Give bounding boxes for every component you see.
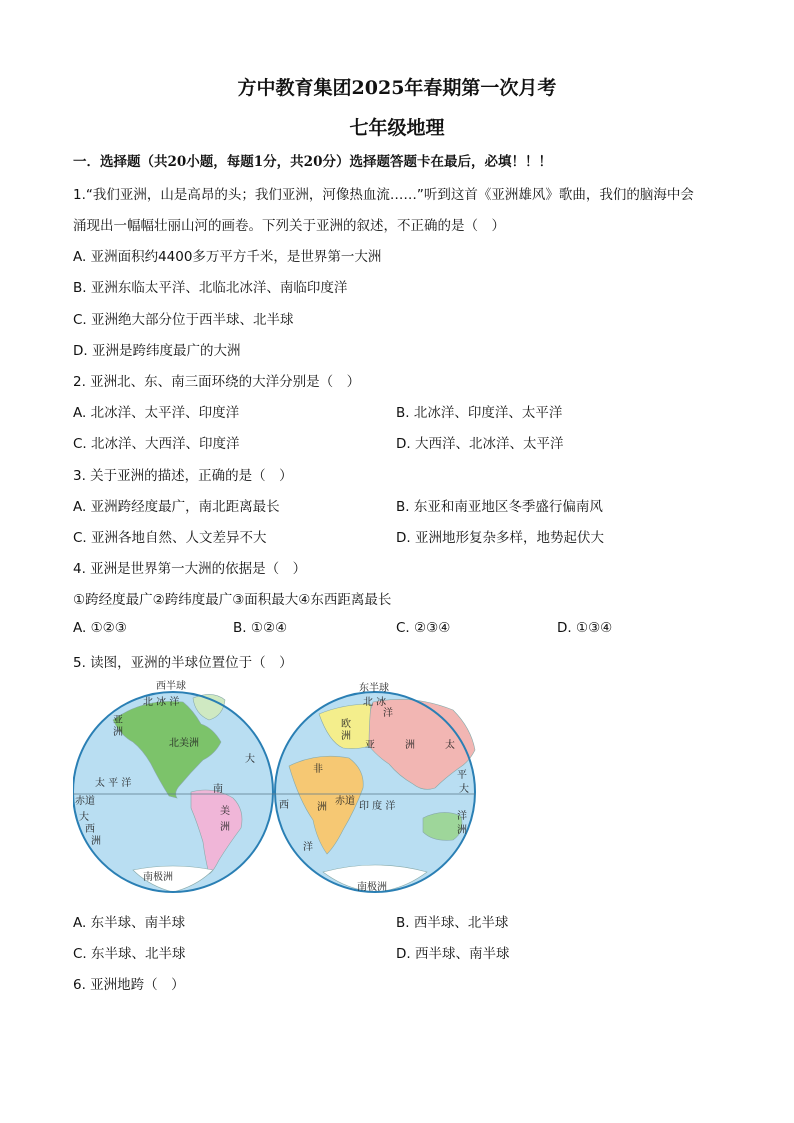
label-pacific-ping: 平 xyxy=(457,770,467,781)
q4-option-d[interactable]: D. ①③④ xyxy=(557,620,613,636)
label-arctic-west: 北 冰 洋 xyxy=(143,697,180,708)
label-indian-ocean: 印 度 洋 xyxy=(359,801,396,812)
q1-stem-line1: 1.“我们亚洲，山是高昂的头；我们亚洲，河像热血流……”听到这首《亚洲雄风》歌曲，我们的脑海中会 xyxy=(73,187,694,203)
label-east-hemisphere: 东半球 xyxy=(359,683,389,694)
q3-option-c[interactable]: C. 亚洲各地自然、人文差异不大 xyxy=(73,530,267,546)
q3-options-row2 xyxy=(73,526,733,546)
label-antarctica-east: 南极洲 xyxy=(357,882,387,893)
q2-options-row1 xyxy=(73,401,733,421)
label-atlantic-da: 大 xyxy=(245,754,255,765)
hemispheres-map xyxy=(73,680,493,895)
label-atlantic-w-da: 大 xyxy=(79,812,89,823)
q4-items: ①跨经度最广②跨纬度最广③面积最大④东西距离最长 xyxy=(73,592,392,608)
q1-option-a[interactable]: A. 亚洲面积约4400多万平方千米，是世界第一大洲 xyxy=(73,249,382,265)
q5-stem: 5. 读图，亚洲的半球位置位于（ ） xyxy=(73,655,293,671)
label-asia-b: 洲 xyxy=(405,740,415,751)
label-asia-a: 亚 xyxy=(365,740,375,751)
q6-stem: 6. 亚洲地跨（ ） xyxy=(73,977,185,993)
q3-stem: 3. 关于亚洲的描述，正确的是（ ） xyxy=(73,468,293,484)
q5-options-row2 xyxy=(73,942,733,962)
q2-stem: 2. 亚洲北、东、南三面环绕的大洋分别是（ ） xyxy=(73,374,361,390)
label-europe-b: 洲 xyxy=(341,731,351,742)
q5-options-row1 xyxy=(73,911,733,931)
label-pacific-e-yang: 洋 xyxy=(457,811,467,822)
label-pacific-west: 太 平 洋 xyxy=(95,778,132,789)
q4-option-a[interactable]: A. ①②③ xyxy=(73,620,127,636)
label-north-america: 北美洲 xyxy=(169,738,199,749)
q1-option-c[interactable]: C. 亚洲绝大部分位于西半球、北半球 xyxy=(73,312,294,328)
exam-subtitle: 七年级地理 xyxy=(349,117,445,139)
q2-option-b[interactable]: B. 北冰洋、印度洋、太平洋 xyxy=(396,405,563,421)
label-south-america-a: 南 xyxy=(213,784,223,795)
q2-option-d[interactable]: D. 大西洋、北冰洋、太平洋 xyxy=(396,436,564,452)
q1-option-d[interactable]: D. 亚洲是跨纬度最广的大洲 xyxy=(73,343,241,359)
label-pacific-da: 大 xyxy=(459,784,469,795)
q3-options-row1 xyxy=(73,495,733,515)
label-pacific-e-zhou: 洲 xyxy=(457,825,467,836)
label-pacific-tai: 太 xyxy=(445,740,455,751)
label-arctic-east-yang: 洋 xyxy=(383,708,393,719)
western-hemisphere xyxy=(73,692,273,892)
section-heading: 一．选择题（共20小题，每题1分，共20分）选择题答题卡在最后，必填！！！ xyxy=(73,154,552,170)
label-atlantic-w-zhou: 洲 xyxy=(91,836,101,847)
q5-option-b[interactable]: B. 西半球、北半球 xyxy=(396,915,509,931)
label-equator-west: 赤道 xyxy=(75,796,95,807)
label-west-hemisphere: 西半球 xyxy=(156,681,186,692)
label-africa-b: 洲 xyxy=(317,802,327,813)
label-atlantic-e-xi: 西 xyxy=(279,800,289,811)
label-asia-west-a: 亚 xyxy=(113,715,123,726)
label-atlantic-w-xi: 西 xyxy=(85,824,95,835)
q5-option-d[interactable]: D. 西半球、南半球 xyxy=(396,946,510,962)
label-south-america-c: 洲 xyxy=(220,822,230,833)
q3-option-d[interactable]: D. 亚洲地形复杂多样，地势起伏大 xyxy=(396,530,604,546)
q1-stem-line2: 涌现出一幅幅壮丽山河的画卷。下列关于亚洲的叙述，不正确的是（ ） xyxy=(73,218,505,234)
label-south-america-b: 美 xyxy=(220,806,230,817)
q3-option-b[interactable]: B. 东亚和南亚地区冬季盛行偏南风 xyxy=(396,499,603,515)
label-asia-west-b: 洲 xyxy=(113,727,123,738)
q3-option-a[interactable]: A. 亚洲跨经度最广，南北距离最长 xyxy=(73,499,280,515)
q2-options-row2 xyxy=(73,432,733,452)
label-europe-a: 欧 xyxy=(341,719,351,730)
label-arctic-east: 北 冰 xyxy=(363,697,387,708)
label-africa-a: 非 xyxy=(313,764,323,775)
q2-option-a[interactable]: A. 北冰洋、太平洋、印度洋 xyxy=(73,405,240,421)
label-atlantic-e-yang: 洋 xyxy=(303,842,313,853)
q2-option-c[interactable]: C. 北冰洋、大西洋、印度洋 xyxy=(73,436,240,452)
q5-option-a[interactable]: A. 东半球、南半球 xyxy=(73,915,186,931)
label-antarctica-west: 南极洲 xyxy=(143,872,173,883)
q4-option-b[interactable]: B. ①②④ xyxy=(233,620,288,636)
q4-option-c[interactable]: C. ②③④ xyxy=(396,620,451,636)
q1-option-b[interactable]: B. 亚洲东临太平洋、北临北冰洋、南临印度洋 xyxy=(73,280,348,296)
q5-option-c[interactable]: C. 东半球、北半球 xyxy=(73,946,186,962)
q4-stem: 4. 亚洲是世界第一大洲的依据是（ ） xyxy=(73,561,307,577)
q4-options-row xyxy=(73,620,733,640)
eastern-hemisphere xyxy=(275,692,475,892)
label-equator-east: 赤道 xyxy=(335,796,355,807)
exam-title: 方中教育集团2025年春期第一次月考 xyxy=(237,77,557,99)
